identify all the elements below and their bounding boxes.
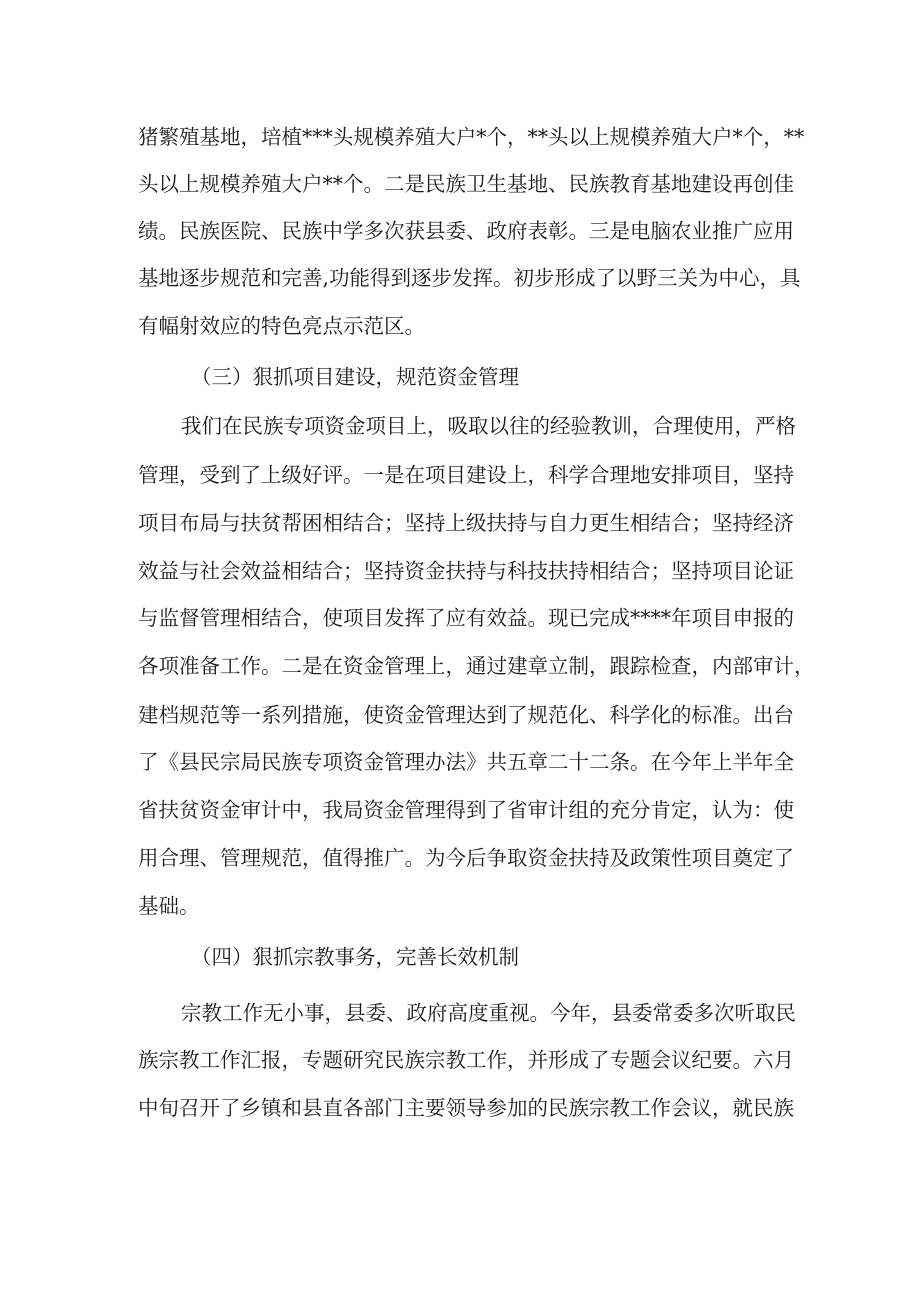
paragraph-1-line-5: 有幅射效应的特色亮点示范区。 xyxy=(138,314,425,338)
paragraph-2-line-8: 了《县民宗局民族专项资金管理办法》共五章二十二条。在今年上半年全 xyxy=(138,750,794,774)
paragraph-3-line-3: 中旬召开了乡镇和县直各部门主要领导参加的民族宗教工作会议，就民族 xyxy=(138,1096,794,1120)
section-heading-4: （四）狠抓宗教事务，完善长效机制 xyxy=(191,945,519,969)
paragraph-1-line-4: 基地逐步规范和完善,功能得到逐步发挥。初步形成了以野三关为中心，具 xyxy=(138,266,801,290)
paragraph-2-line-4: 效益与社会效益相结合；坚持资金扶持与科技扶持相结合；坚持项目论证 xyxy=(138,559,794,583)
paragraph-2-line-5: 与监督管理相结合，使项目发挥了应有效益。现已完成****年项目申报的 xyxy=(138,606,794,630)
paragraph-2-line-10: 用合理、管理规范，值得推广。为今后争取资金扶持及政策性项目奠定了 xyxy=(138,846,794,870)
paragraph-2-line-6: 各项准备工作。二是在资金管理上，通过建章立制，跟踪检查，内部审计， xyxy=(138,654,815,678)
paragraph-1-line-2: 头以上规模养殖大户**个。二是民族卫生基地、民族教育基地建设再创佳 xyxy=(138,172,794,196)
paragraph-1-line-1: 猪繁殖基地，培植***头规模养殖大户*个，**头以上规模养殖大户*个，** xyxy=(138,125,805,149)
paragraph-2-line-2: 管理，受到了上级好评。一是在项目建设上，科学合理地安排项目，坚持 xyxy=(138,463,794,487)
paragraph-2-line-3: 项目布局与扶贫帮困相结合；坚持上级扶持与自力更生相结合；坚持经济 xyxy=(138,511,794,535)
paragraph-1-line-3: 绩。民族医院、民族中学多次获县委、政府表彰。三是电脑农业推广应用 xyxy=(138,219,794,243)
paragraph-2-line-9: 省扶贫资金审计中，我局资金管理得到了省审计组的充分肯定，认为：使 xyxy=(138,798,794,822)
paragraph-2-line-1: 我们在民族专项资金项目上，吸取以往的经验教训，合理使用，严格 xyxy=(181,414,796,438)
paragraph-2-line-11: 基础。 xyxy=(138,894,200,918)
paragraph-2-line-7: 建档规范等一系列措施，使资金管理达到了规范化、科学化的标准。出台 xyxy=(138,703,794,727)
paragraph-3-line-2: 族宗教工作汇报，专题研究民族宗教工作，并形成了专题会议纪要。六月 xyxy=(138,1048,794,1072)
section-heading-3: （三）狠抓项目建设，规范资金管理 xyxy=(191,365,519,389)
paragraph-3-line-1: 宗教工作无小事，县委、政府高度重视。今年，县委常委多次听取民 xyxy=(181,1001,796,1025)
